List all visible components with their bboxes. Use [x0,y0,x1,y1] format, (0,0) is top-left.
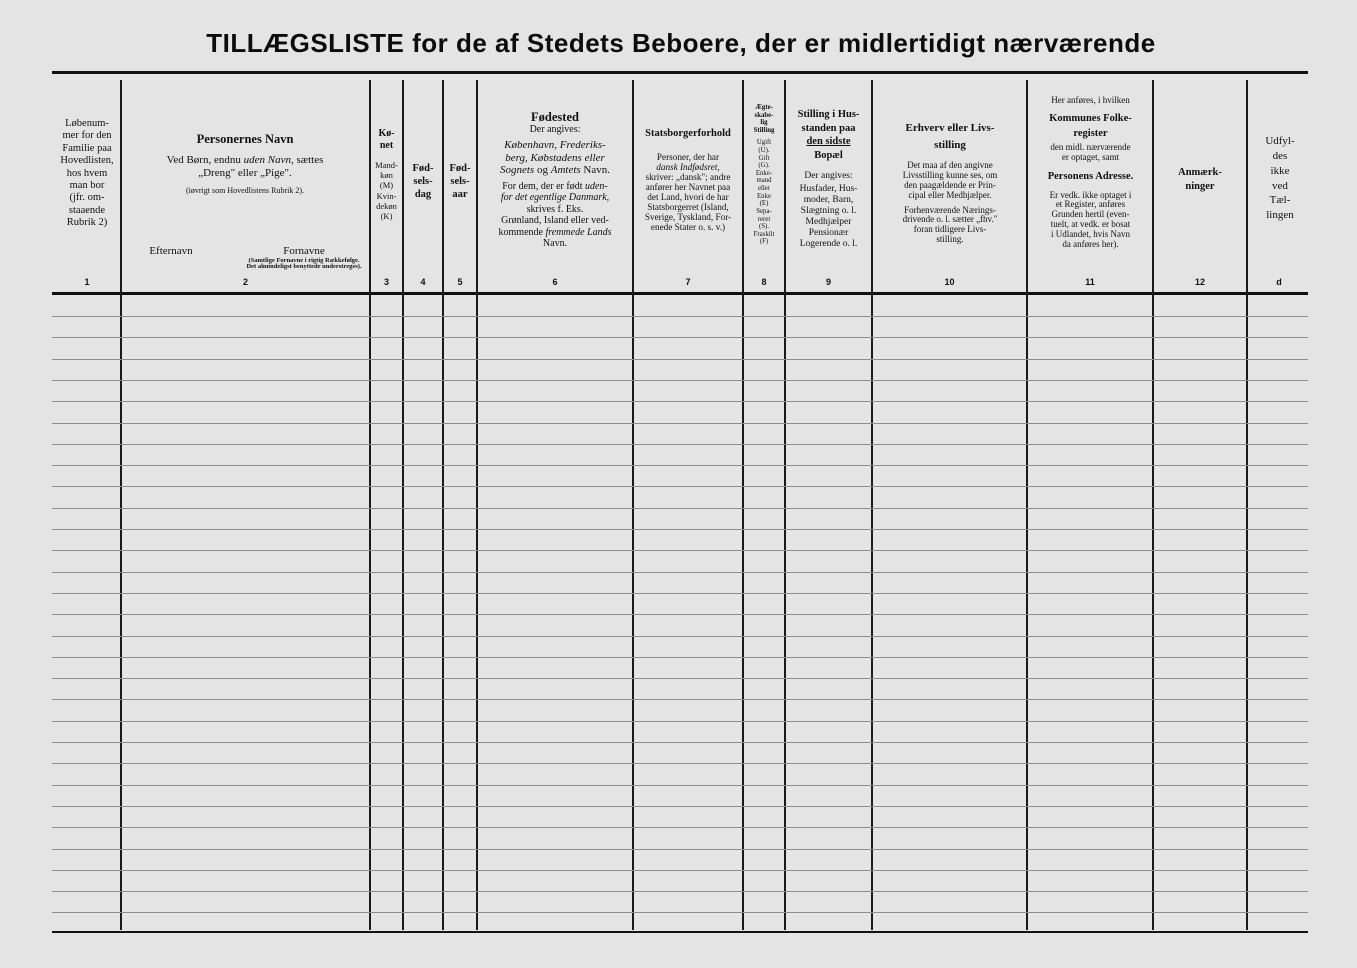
col-5-header [444,162,476,201]
col-10-line: foran tidligere Livs- [913,224,987,235]
col-number-4: 4 [420,277,426,287]
col-3-line: dekøn [376,200,397,211]
col-number-5: 5 [457,277,463,287]
column-divider [442,80,444,930]
col-11-heading-2: Personens Adresse. [1047,171,1134,183]
entry-row-line [52,572,1308,573]
col-11-line: den midl. nærværende [1050,142,1131,153]
col-1-line: staaende [68,204,106,216]
entry-row-line [52,912,1308,913]
col-9-line: Logerende o. l. [799,239,858,250]
col-6-line: kommende fremmede Lands [498,226,612,238]
col-3-line: (M) [379,180,394,191]
col-11-line: er optaget, samt [1061,152,1120,163]
col-9-line: moder, Barn, [803,195,854,206]
col-d-line: Tæl- [1269,194,1291,207]
col-number-d: d [1276,277,1282,287]
form-title: TILLÆGSLISTE for de af Stedets Beboere, der er midlertidigt nærværende [206,28,1156,58]
col-6-sub: Der angives: [529,124,581,136]
col-number-7: 7 [685,277,691,287]
col-11-line: i Udlandet, hvis Navn [1051,229,1130,240]
entry-row-line [52,657,1308,658]
col-8-heading: Ægte- skabe- lig Stilling [753,104,775,134]
col-2-sub-right-label: Fornavne [283,245,325,257]
col-11-header [1029,96,1152,250]
col-7-line: Sverige, Tyskland, For- [644,212,732,223]
col-8-line: reret [757,215,771,223]
col-1-line: Hovedlisten, [60,155,114,167]
col-3-header [371,128,402,221]
col-d-line: ikke [1270,164,1290,177]
col-6-line: København, Frederiks- [504,138,606,151]
col-number-9: 9 [825,277,831,287]
entry-row-line [52,763,1308,764]
col-8-line: Gift [758,154,770,162]
col-3-line: køn [380,170,393,181]
header-bottom-rule [52,292,1308,295]
entry-row-line [52,380,1308,381]
col-9-line: Der angives: [804,170,853,181]
col-10-line: Det maa af den angivne [907,160,993,170]
col-1-line: Familie paa [62,142,112,154]
col-11-top: Her anføres, i hvilken [1051,96,1130,105]
col-7-line: enede Stater o. s. v.) [650,222,726,233]
col-3-line: Kvin- [376,190,397,201]
col-4-header [404,162,442,201]
col-number-1: 1 [84,277,90,287]
col-4-line: Fød- [412,163,434,174]
col-8-line: Enke- [755,169,773,177]
col-10-heading: Erhverv eller Livs- stilling [905,122,995,151]
col-10-line: Livsstilling kunne ses, om [902,169,998,180]
col-8-line: Ugift [756,139,772,147]
column-divider [476,80,478,930]
col-11-line: Er vedk. ikke optaget i [1049,189,1132,200]
entry-row-line [52,529,1308,530]
col-2-line: Ved Børn, endnu uden Navn, sættes [166,154,324,167]
col-number-11: 11 [1085,277,1095,287]
bottom-rule [52,931,1308,933]
column-divider [1152,80,1154,930]
col-d-line: des [1272,149,1288,162]
col-6-line: Sognets og Amtets Navn. [499,164,610,177]
col-9-line: Slægtning o. l. [800,206,857,217]
entry-row-line [52,678,1308,679]
col-1-line: man bor [69,179,105,191]
col-8-line: (G). [758,162,770,170]
col-3-line: (K) [380,210,393,221]
column-divider [120,80,122,930]
top-rule [52,71,1308,74]
col-3-heading: Kø- net [378,128,395,151]
entry-row-line [52,465,1308,466]
column-divider [1026,80,1028,930]
col-7-line: anfører her Navnet paa [645,181,731,192]
col-5-line: sels- [450,176,470,188]
col-7-line: det Land, hvori de har [647,191,729,202]
col-1-line: Løbenum- [65,118,109,129]
col-d-line: lingen [1266,209,1294,222]
col-number-8: 8 [761,277,767,287]
col-1-line: mer for den [62,130,112,142]
col-11-line: da anføres her). [1062,239,1119,250]
col-6-line: Navn. [542,238,568,250]
col-2-sub-note: (Samtlige Fornavne i rigtig Rækkefølge. Det almindeligst benyttede understreges). [246,256,362,271]
col-7-line: dansk Indfødsret, [656,161,720,172]
col-number-6: 6 [552,277,558,287]
entry-row-line [52,423,1308,424]
col-4-line: dag [414,189,432,201]
col-8-header [744,104,784,246]
col-d-line: ved [1272,179,1288,192]
col-10-header [874,120,1026,245]
col-8-line: mand [756,177,772,185]
col-1-header [54,118,120,229]
col-6-line: skrives f. Eks. [526,203,584,215]
col-2-sub-right [244,245,364,271]
col-7-header [634,128,742,232]
entry-row-line [52,806,1308,807]
col-5-line: aar [452,189,468,201]
col-11-heading: Kommunes Folke- register [1049,112,1132,139]
col-6-heading: Fødested [531,110,579,124]
entry-row-line [52,316,1308,317]
col-10-line: den paagældende er Prin- [904,179,996,190]
column-divider [871,80,873,930]
col-1-line: hos hvem [66,167,108,179]
entry-row-line [52,891,1308,892]
col-10-line: drivende o. l. sætter „fhv." [902,214,998,225]
col-9-line: Pensionær [808,228,849,239]
col-11-line: Grunden hertil (even- [1051,209,1130,220]
col-8-line: Sepa- [756,207,772,215]
col-1-line: Rubrik 2) [66,217,108,228]
entry-row-line [52,785,1308,786]
col-8-line: Fraskilt [753,230,775,238]
col-6-header [479,110,631,250]
entry-row-line [52,550,1308,551]
col-9-header [786,108,871,250]
entry-row-line [52,870,1308,871]
col-4-line: sels- [413,176,433,188]
col-d-line: Udfyl- [1265,135,1295,147]
entry-row-line [52,827,1308,828]
entry-row-line [52,849,1308,850]
col-9-line: Medhjælper [805,217,852,228]
col-2-header [124,132,366,195]
col-5-line: Fød- [449,163,471,174]
column-divider [1246,80,1248,930]
col-9-line: Husfader, Hus- [799,184,858,195]
col-10-line: cipal eller Medhjælper. [908,189,992,200]
col-8-line: Enke [757,192,771,200]
col-9-heading: Stilling i Hus- standen paa den sidste Bopæl [797,109,860,161]
col-number-12: 12 [1194,277,1205,287]
entry-row-line [52,508,1308,509]
col-2-note: (iøvrigt som Hovedlistens Rubrik 2). [186,185,304,195]
col-12-line: Anmærk- [1178,167,1222,178]
col-7-heading: Statsborgerforhold [645,128,731,139]
entry-row-line [52,721,1308,722]
col-8-line: (U). [758,147,770,155]
col-1-line: (jfr. om- [69,192,105,204]
col-8-line: (S). [758,223,769,231]
col-6-line: For dem, der er født uden- [502,180,608,192]
col-10-line: stilling. [936,234,964,245]
col-3-line: Mand- [375,160,398,170]
col-7-line: Statsborgerret (Island, [647,202,729,213]
entry-row-line [52,444,1308,445]
col-12-line: ninger [1185,180,1215,192]
col-12-header [1154,166,1246,193]
col-11-line: et Register, anføres [1055,199,1126,210]
entry-row-line [52,593,1308,594]
col-6-line: Grønland, Island eller ved- [501,215,609,227]
entry-row-line [52,486,1308,487]
entry-row-line [52,742,1308,743]
col-2-sub-left: Efternavn [149,245,193,257]
entry-row-line [52,636,1308,637]
col-2-line: „Dreng" eller „Pige". [198,167,292,180]
entry-row-line [52,614,1308,615]
col-number-2: 2 [242,277,248,287]
col-6-line: for det egentlige Danmark, [500,192,610,204]
entry-row-line [52,337,1308,338]
col-7-line: Personer, der har [656,151,720,162]
col-8-line: eller [757,185,771,193]
col-11-line: tuelt, at vedk. er bosat [1050,219,1131,230]
col-number-3: 3 [383,277,389,287]
col-7-line: skriver: „dansk"; andre [645,171,731,182]
entry-row-line [52,359,1308,360]
column-divider [402,80,404,930]
col-number-10: 10 [944,277,955,287]
col-6-line: berg, Købstadens eller [505,151,605,164]
col-8-line: (F) [759,238,769,246]
col-d-header [1250,134,1310,223]
col-2-heading: Personernes Navn [196,132,294,146]
col-10-line: Forhenværende Nærings- [904,204,996,215]
entry-row-line [52,401,1308,402]
entry-row-line [52,699,1308,700]
col-8-line: (E) [759,200,769,208]
